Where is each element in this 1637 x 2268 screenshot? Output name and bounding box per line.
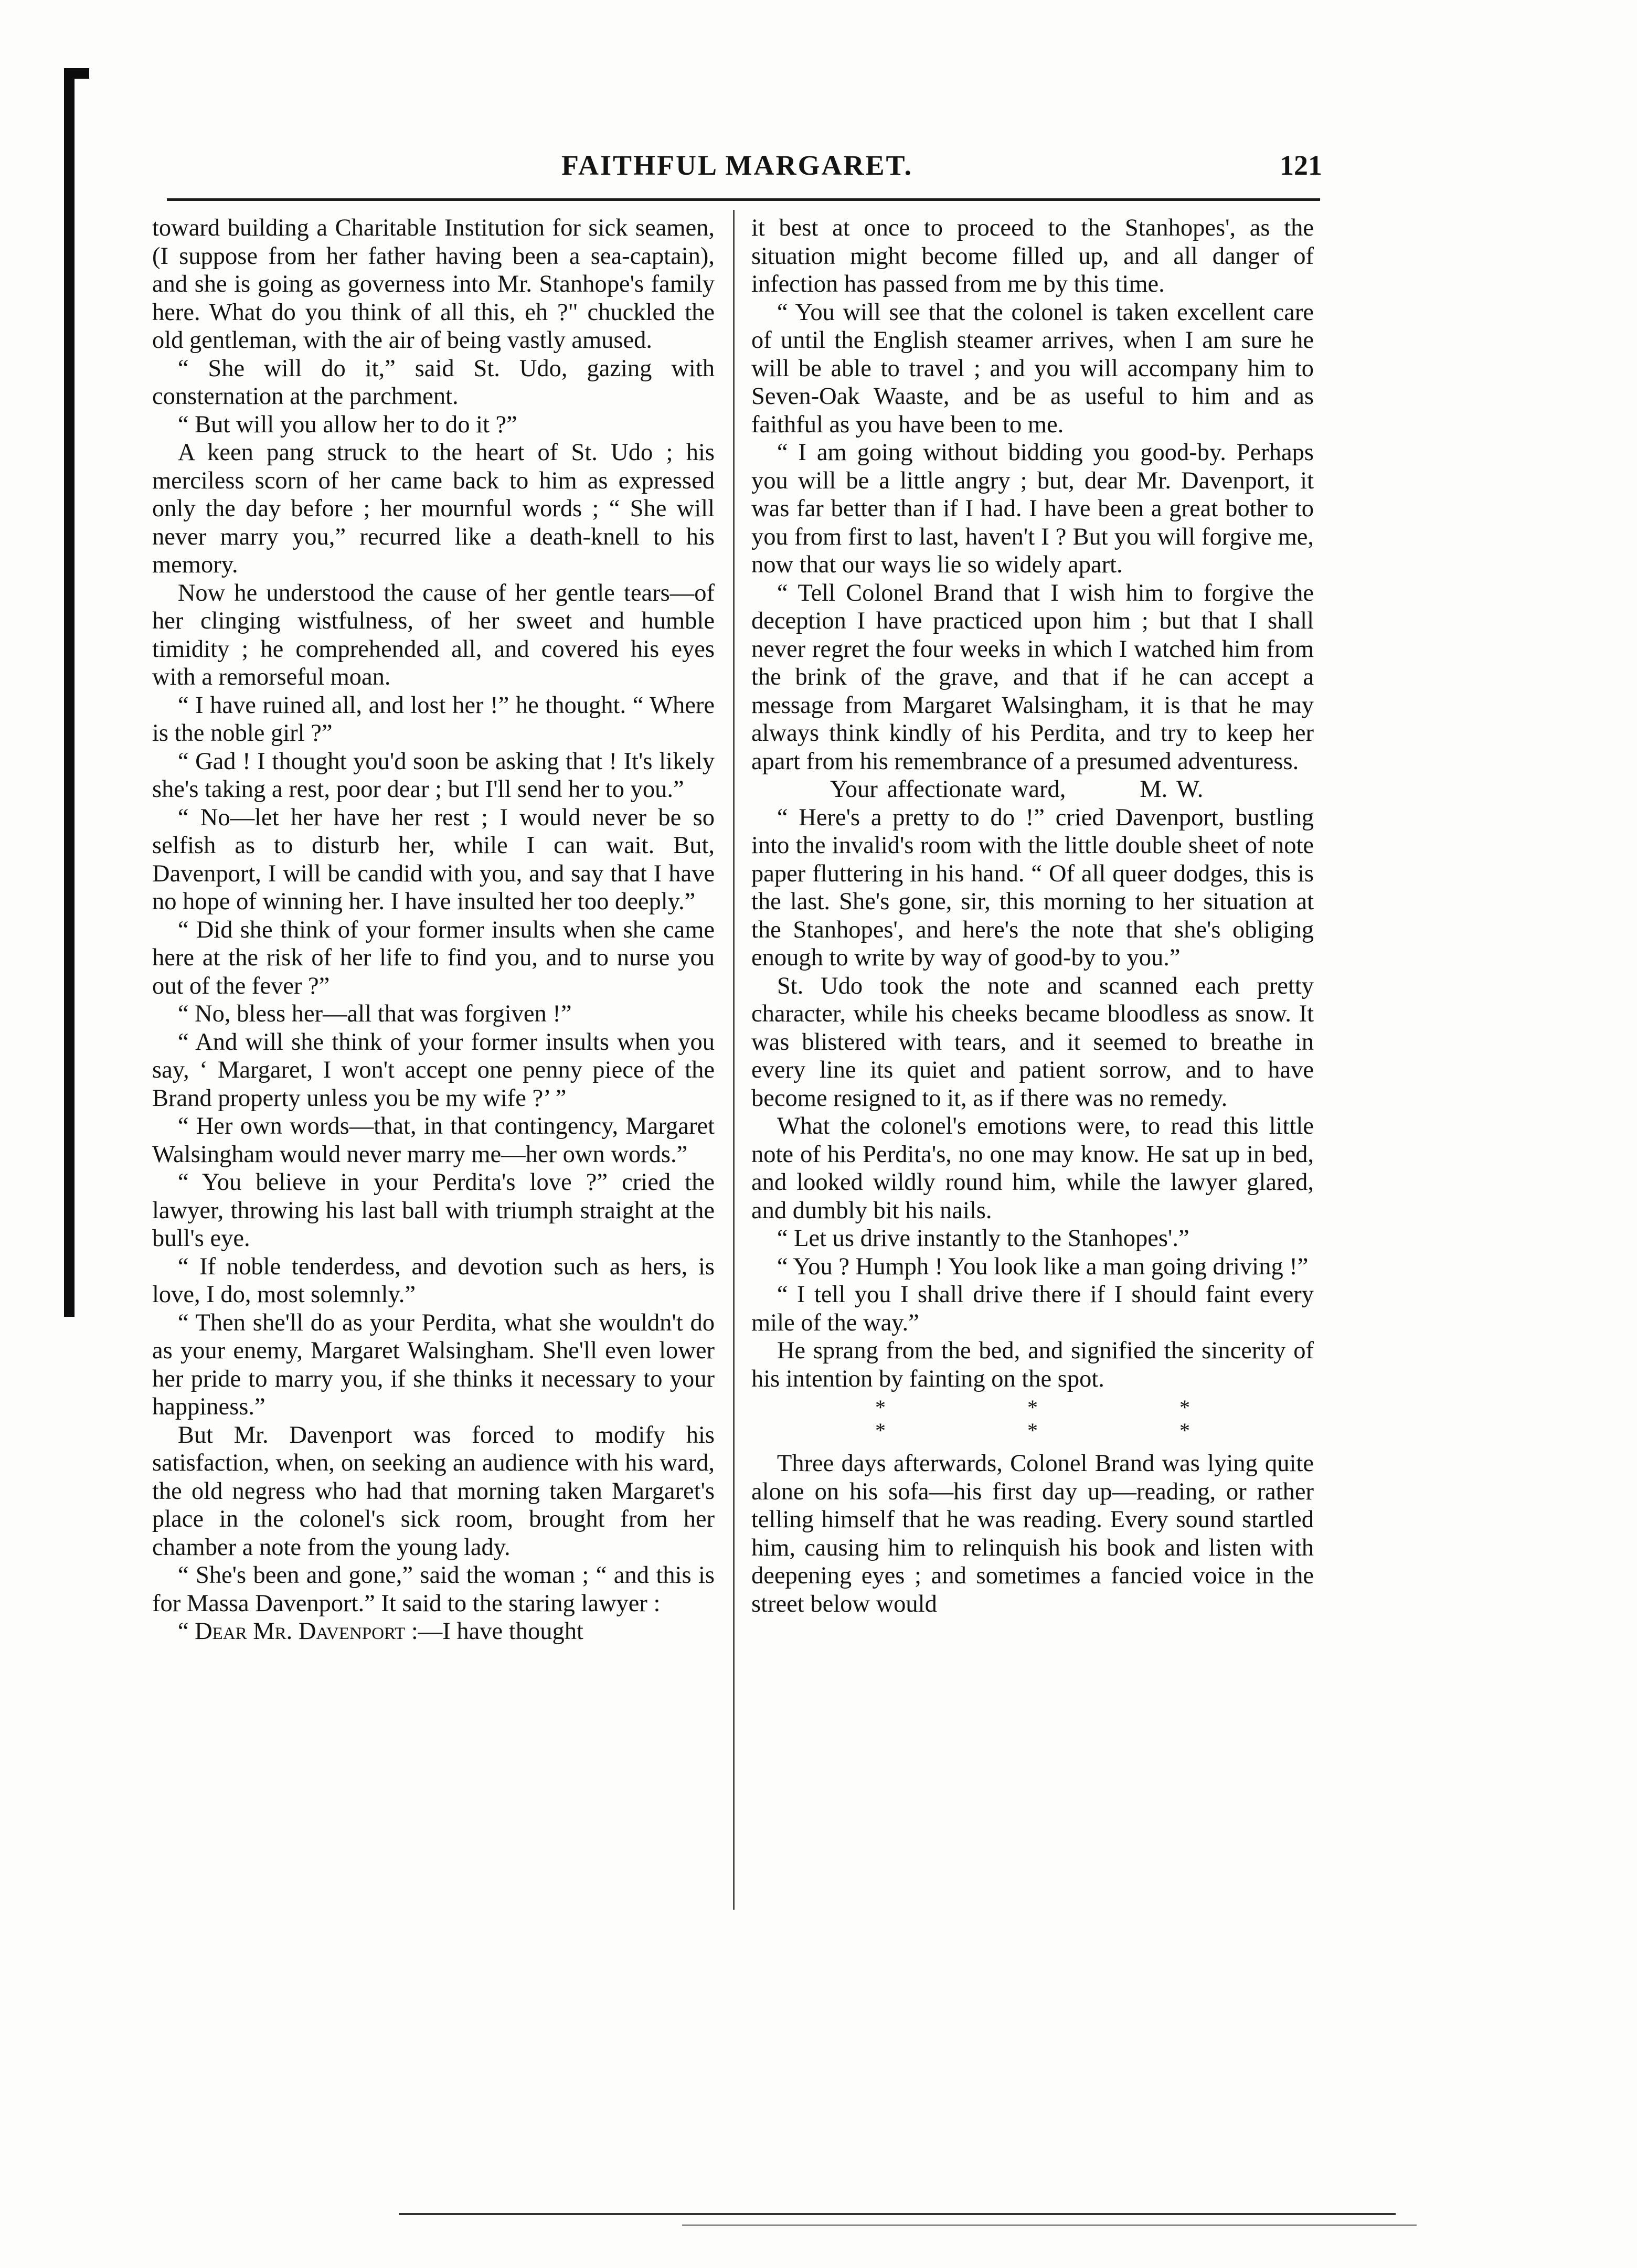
paragraph: “ Did she think of your former insults when she came here at the risk of her life to find you, and to nurse you out of the fever ?” bbox=[152, 916, 715, 999]
paragraph: it best at once to proceed to the Stanhopes', as the situation might become filled up, and all danger of infection has passed from me by this time. bbox=[751, 215, 1314, 297]
letter-initials: M. W. bbox=[1140, 776, 1204, 803]
paragraph: “ You ? Humph ! You look like a man going driving !” bbox=[777, 1253, 1309, 1280]
paragraph: “ She will do it,” said St. Udo, gazing with consternation at the parchment. bbox=[152, 355, 715, 410]
paragraph: He sprang from the bed, and signified the sincerity of his intention by fainting on the spot. bbox=[751, 1337, 1314, 1392]
paragraph: But Mr. Davenport was forced to modify his satisfaction, when, on seeking an audience with his ward, the old negress who had that morning taken Margaret's place in the colonel's sick room, brought from her chamber a note from the young lady. bbox=[152, 1421, 715, 1561]
paragraph: “ Here's a pretty to do !” cried Davenport, bustling into the invalid's room with the little double sheet of note paper fluttering in his hand. “ Of all queer dodges, this is the last. She's gone, sir, this morning to her situation at the Stanhopes', and here's the note that she's obliging enough to write by way of good-by to you.” bbox=[751, 804, 1314, 971]
column-divider bbox=[733, 210, 735, 1910]
paragraph: “ You believe in your Perdita's love ?” cried the lawyer, throwing his last ball with triumph straight at the bull's eye. bbox=[152, 1169, 715, 1252]
left-column bbox=[152, 214, 715, 1646]
paragraph: “ No—let her have her rest ; I would never be so selfish as to disturb her, while I can wait. But, Davenport, I will be candid with you, and say that I have no hope of winning her. I have insulted her too deeply.” bbox=[152, 804, 715, 915]
paragraph: “ She's been and gone,” said the woman ; “ and this is for Massa Davenport.” It said to the staring lawyer : bbox=[152, 1562, 715, 1617]
paragraph: “ I have ruined all, and lost her !” he thought. “ Where is the noble girl ?” bbox=[152, 691, 715, 747]
section-break: * * * * * * bbox=[875, 1396, 1258, 1442]
letter-opening-text: —I have thought bbox=[418, 1618, 583, 1645]
paragraph: A keen pang struck to the heart of St. Udo ; his merciless scorn of her came back to him as expressed only the day before ; her mournful words ; “ She will never marry you,” recurred like a death-knell to his memory. bbox=[152, 439, 715, 578]
paragraph: “ Her own words—that, in that contingency, Margaret Walsingham would never marry me—her own words.” bbox=[152, 1113, 715, 1168]
paragraph: St. Udo took the note and scanned each pretty character, while his cheeks became bloodless as snow. It was blistered with tears, and it seemed to breathe in every line its quiet and patient sorrow, and to have become resigned to it, as if there was no remedy. bbox=[751, 972, 1314, 1112]
paragraph: “ I tell you I shall drive there if I should faint every mile of the way.” bbox=[751, 1281, 1314, 1336]
page-header bbox=[152, 146, 1322, 188]
letter-closing: Your affectionate ward, bbox=[830, 776, 1066, 803]
paragraph: “ And will she think of your former insults when you say, ‘ Margaret, I won't accept one penny piece of the Brand property unless you be my wife ?’ ” bbox=[152, 1028, 715, 1112]
paragraph: “ I am going without bidding you good-by. Perhaps you will be a little angry ; but, dear Mr. Davenport, it was far better than if I had. I have been a great bother to you from first to last, haven't I ? But you will forgive me, now that our ways lie so widely apart. bbox=[751, 439, 1314, 578]
paragraph: “ But will you allow her to do it ?” bbox=[177, 411, 517, 438]
footer-rule-faint bbox=[682, 2224, 1417, 2226]
paragraph: “ Tell Colonel Brand that I wish him to forgive the deception I have practiced upon him ; but that I shall never regret the four weeks in which I watched him from the brink of the grave, and that if he can accept a message from Margaret Walsingham, it is that he may always think kindly of his Perdita, and try to keep her apart from his remembrance of a presumed adventuress. bbox=[751, 579, 1314, 775]
running-title: FAITHFUL MARGARET. bbox=[561, 150, 913, 181]
paragraph: “ No, bless her—all that was forgiven !” bbox=[177, 1000, 572, 1027]
footer-rule bbox=[399, 2213, 1396, 2215]
paragraph: “ Then she'll do as your Perdita, what she wouldn't do as your enemy, Margaret Walsingham. She'll even lower her pride to marry you, if she thinks it necessary to your happiness.” bbox=[152, 1309, 715, 1420]
letter-salutation: “ Dear Mr. Davenport : bbox=[177, 1618, 418, 1645]
letter-opening-line bbox=[152, 1617, 715, 1646]
paragraph: Now he understood the cause of her gentle tears—of her clinging wistfulness, of her sweet and humble timidity ; he comprehended all, and covered his eyes with a remorseful moan. bbox=[152, 579, 715, 690]
paragraph: “ You will see that the colonel is taken excellent care of until the English steamer arrives, when I am sure he will be able to travel ; and you will accompany him to Seven-Oak Waaste, and be as useful to him and as faithful as you have been to me. bbox=[751, 299, 1314, 438]
margin-marker-tip bbox=[64, 68, 89, 79]
paragraph: Three days afterwards, Colonel Brand was lying quite alone on his sofa—his first day up—reading, or rather telling himself that he was reading. Every sound startled him, causing him to relinquish his book and listen with deepening eyes ; and sometimes a fancied voice in the street below would bbox=[751, 1450, 1314, 1617]
margin-marker-bar bbox=[64, 68, 75, 1317]
paragraph: “ Let us drive instantly to the Stanhopes'.” bbox=[777, 1225, 1189, 1252]
paragraph: “ Gad ! I thought you'd soon be asking that ! It's likely she's taking a rest, poor dear ; but I'll send her to you.” bbox=[152, 748, 715, 803]
paragraph: toward building a Charitable Institution for sick seamen, (I suppose from her father having been a sea-captain), and she is going as governess into Mr. Stanhope's family here. What do you think of all this, eh ?" chuckled the old gentleman, with the air of being vastly amused. bbox=[152, 215, 715, 354]
paragraph: What the colonel's emotions were, to read this little note of his Perdita's, no one may know. He sat up in bed, and looked wildly round him, while the lawyer glared, and dumbly bit his nails. bbox=[751, 1113, 1314, 1224]
letter-signoff bbox=[751, 775, 1314, 804]
page-number: 121 bbox=[1280, 150, 1322, 181]
right-column bbox=[751, 214, 1314, 1618]
paragraph: “ If noble tenderdess, and devotion such as hers, is love, I do, most solemnly.” bbox=[152, 1253, 715, 1308]
header-rule bbox=[167, 198, 1320, 201]
